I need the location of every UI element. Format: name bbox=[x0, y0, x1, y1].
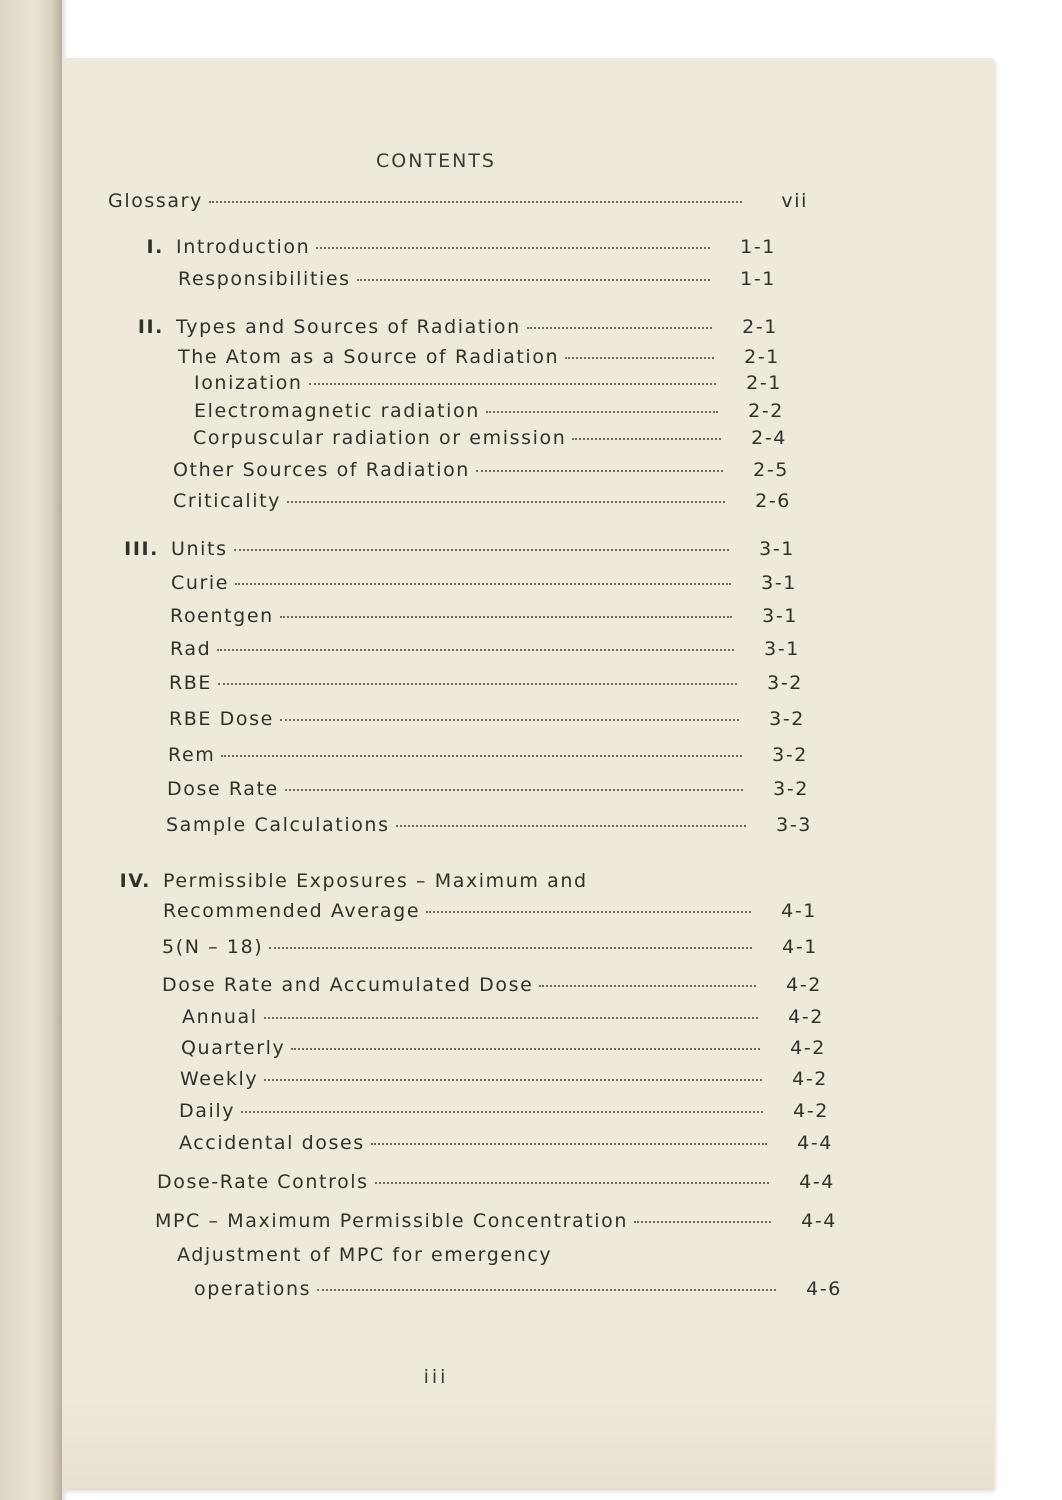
dot-leader bbox=[264, 1017, 758, 1019]
toc-entry-rem[interactable] bbox=[168, 744, 808, 766]
toc-page: 2-1 bbox=[744, 346, 780, 368]
toc-page: 2-4 bbox=[751, 427, 787, 449]
dot-leader bbox=[565, 357, 714, 359]
toc-page: 4-2 bbox=[786, 974, 822, 996]
toc-entry-units[interactable] bbox=[124, 538, 795, 560]
toc-label: Curie bbox=[171, 572, 230, 594]
toc-entry-types-sources[interactable] bbox=[137, 316, 778, 338]
toc-entry-rbe[interactable] bbox=[169, 672, 803, 694]
toc-label: Rad bbox=[170, 638, 212, 660]
dot-leader bbox=[291, 1048, 760, 1050]
page-number: iii bbox=[423, 1366, 449, 1388]
dot-leader bbox=[572, 438, 721, 440]
page-aging-tint bbox=[62, 1400, 994, 1490]
toc-page: 3-3 bbox=[776, 814, 812, 836]
toc-page: 4-2 bbox=[793, 1100, 829, 1122]
toc-entry-rbe-dose[interactable] bbox=[169, 708, 805, 730]
toc-page: 4-4 bbox=[797, 1132, 833, 1154]
toc-entry-sample-calculations[interactable] bbox=[166, 814, 812, 836]
toc-page: 2-1 bbox=[742, 316, 778, 338]
toc-page: vii bbox=[781, 190, 808, 212]
toc-page: 3-2 bbox=[772, 744, 808, 766]
toc-entry-adjustment-line1[interactable] bbox=[177, 1244, 552, 1266]
dot-leader bbox=[316, 247, 710, 249]
dot-leader bbox=[486, 411, 718, 413]
toc-page: 2-2 bbox=[748, 400, 784, 422]
toc-page: 4-1 bbox=[782, 936, 818, 958]
toc-entry-operations[interactable] bbox=[194, 1278, 842, 1300]
toc-label: Electromagnetic radiation bbox=[194, 400, 480, 422]
section-number: I. bbox=[146, 236, 164, 258]
section-number: III. bbox=[124, 538, 159, 560]
toc-entry-roentgen[interactable] bbox=[170, 605, 798, 627]
dot-leader bbox=[527, 327, 712, 329]
dot-leader bbox=[371, 1143, 767, 1145]
toc-entry-electromagnetic[interactable] bbox=[194, 400, 784, 422]
toc-page: 2-6 bbox=[755, 490, 791, 512]
dot-leader bbox=[396, 825, 746, 827]
toc-page: 4-6 bbox=[806, 1278, 842, 1300]
dot-leader bbox=[241, 1111, 763, 1113]
toc-page: 3-1 bbox=[761, 572, 797, 594]
toc-entry-criticality[interactable] bbox=[173, 490, 791, 512]
toc-entry-permissible-line1[interactable] bbox=[119, 870, 588, 892]
toc-label: 5(N – 18) bbox=[162, 936, 264, 958]
toc-label: Permissible Exposures – Maximum and bbox=[163, 870, 588, 892]
dot-leader bbox=[269, 947, 752, 949]
toc-label: operations bbox=[194, 1278, 312, 1300]
toc-page: 2-5 bbox=[753, 459, 789, 481]
toc-label: Types and Sources of Radiation bbox=[176, 316, 521, 338]
toc-entry-dose-rate-controls[interactable] bbox=[157, 1171, 835, 1193]
toc-page: 1-1 bbox=[740, 236, 776, 258]
toc-label: Annual bbox=[182, 1006, 258, 1028]
toc-label: Adjustment of MPC for emergency bbox=[177, 1244, 553, 1266]
toc-entry-annual[interactable] bbox=[182, 1006, 824, 1028]
toc-label: RBE Dose bbox=[169, 708, 274, 730]
toc-page: 3-1 bbox=[764, 638, 800, 660]
toc-label: Rem bbox=[168, 744, 216, 766]
toc-label: Glossary bbox=[108, 190, 203, 212]
toc-label: Dose Rate bbox=[167, 778, 279, 800]
dot-leader bbox=[280, 719, 739, 721]
toc-label: Weekly bbox=[180, 1068, 259, 1090]
dot-leader bbox=[285, 789, 743, 791]
toc-label: Accidental doses bbox=[179, 1132, 365, 1154]
toc-entry-dose-rate-accumulated[interactable] bbox=[162, 974, 822, 996]
toc-entry-other-sources[interactable] bbox=[173, 459, 789, 481]
toc-label: Corpuscular radiation or emission bbox=[193, 427, 567, 449]
toc-label: Units bbox=[171, 538, 228, 560]
dot-leader bbox=[209, 201, 742, 203]
contents-page bbox=[62, 58, 994, 1490]
toc-label: Dose Rate and Accumulated Dose bbox=[162, 974, 534, 996]
toc-page: 3-2 bbox=[773, 778, 809, 800]
dot-leader bbox=[539, 985, 756, 987]
toc-entry-mpc[interactable] bbox=[155, 1210, 837, 1232]
toc-label: Other Sources of Radiation bbox=[173, 459, 470, 481]
toc-page: 3-1 bbox=[762, 605, 798, 627]
toc-label: Quarterly bbox=[181, 1037, 286, 1059]
toc-label: Sample Calculations bbox=[166, 814, 390, 836]
toc-entry-curie[interactable] bbox=[171, 572, 797, 594]
section-number: IV. bbox=[119, 870, 151, 892]
toc-entry-corpuscular[interactable] bbox=[193, 427, 787, 449]
toc-label: MPC – Maximum Permissible Concentration bbox=[155, 1210, 629, 1232]
toc-entry-dose-rate[interactable] bbox=[167, 778, 809, 800]
toc-label: Recommended Average bbox=[163, 900, 421, 922]
toc-entry-glossary[interactable] bbox=[108, 190, 808, 212]
toc-page: 3-1 bbox=[759, 538, 795, 560]
toc-page: 4-1 bbox=[781, 900, 817, 922]
dot-leader bbox=[476, 470, 723, 472]
toc-page: 3-2 bbox=[769, 708, 805, 730]
toc-page: 4-2 bbox=[792, 1068, 828, 1090]
toc-page: 1-1 bbox=[740, 268, 776, 290]
toc-page: 4-2 bbox=[790, 1037, 826, 1059]
toc-entry-accidental-doses[interactable] bbox=[179, 1132, 833, 1154]
toc-label: Introduction bbox=[176, 236, 311, 258]
section-number: II. bbox=[137, 316, 164, 338]
dot-leader bbox=[264, 1079, 762, 1081]
dot-leader bbox=[309, 383, 716, 385]
toc-page: 4-2 bbox=[788, 1006, 824, 1028]
toc-page: 4-4 bbox=[799, 1171, 835, 1193]
toc-entry-weekly[interactable] bbox=[180, 1068, 828, 1090]
toc-page: 4-4 bbox=[801, 1210, 837, 1232]
toc-entry-daily[interactable] bbox=[179, 1100, 829, 1122]
contents-title: CONTENTS bbox=[376, 150, 496, 172]
toc-entry-atom[interactable] bbox=[178, 346, 780, 368]
toc-entry-rad[interactable] bbox=[170, 638, 800, 660]
toc-page: 3-2 bbox=[767, 672, 803, 694]
toc-entry-responsibilities[interactable] bbox=[178, 268, 776, 290]
toc-page: 2-1 bbox=[746, 372, 782, 394]
toc-label: Responsibilities bbox=[178, 268, 351, 290]
dot-leader bbox=[235, 583, 731, 585]
toc-entry-introduction[interactable] bbox=[146, 236, 776, 258]
toc-label: Roentgen bbox=[170, 605, 274, 627]
dot-leader bbox=[234, 549, 729, 551]
toc-label: Ionization bbox=[194, 372, 303, 394]
dot-leader bbox=[280, 616, 732, 618]
toc-label: The Atom as a Source of Radiation bbox=[178, 346, 560, 368]
toc-label: Daily bbox=[179, 1100, 236, 1122]
dot-leader bbox=[317, 1289, 776, 1291]
toc-label: Criticality bbox=[173, 490, 282, 512]
toc-label: Dose-Rate Controls bbox=[157, 1171, 369, 1193]
toc-entry-ionization[interactable] bbox=[194, 372, 782, 394]
dot-leader bbox=[375, 1182, 769, 1184]
dot-leader bbox=[287, 501, 725, 503]
dot-leader bbox=[218, 683, 737, 685]
toc-label: RBE bbox=[169, 672, 213, 694]
dot-leader bbox=[634, 1221, 771, 1223]
toc-entry-quarterly[interactable] bbox=[181, 1037, 826, 1059]
toc-entry-recommended-average[interactable] bbox=[163, 900, 817, 922]
dot-leader bbox=[357, 279, 710, 281]
dot-leader bbox=[217, 649, 734, 651]
toc-entry-formula[interactable] bbox=[162, 936, 818, 958]
dot-leader bbox=[426, 911, 751, 913]
dot-leader bbox=[221, 755, 742, 757]
